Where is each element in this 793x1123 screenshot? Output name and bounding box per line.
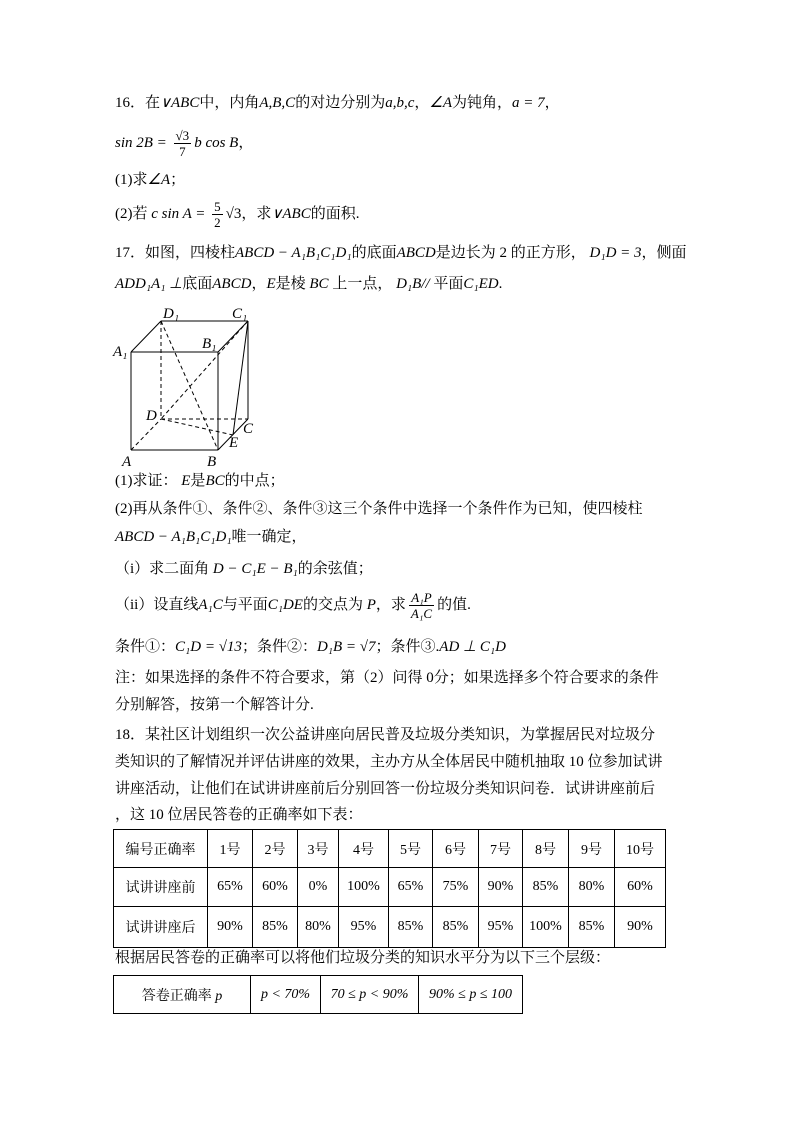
- table-cell: 80%: [298, 907, 339, 948]
- math-run: AD ⊥ C₁D: [439, 639, 506, 655]
- levels-range-cell: 90% ≤ p ≤ 100: [419, 976, 523, 1014]
- fraction-numerator: A₁P: [411, 590, 432, 606]
- table-header-cell: 4号: [339, 830, 389, 868]
- edge-b1-c1: [218, 321, 248, 352]
- table-header-cell: 2号: [253, 830, 298, 868]
- table-row-before: [114, 868, 666, 907]
- levels-variable: p: [215, 988, 223, 1004]
- fraction: [409, 590, 434, 621]
- text-run: 为钝角，: [452, 95, 513, 111]
- text-run: ；条件③.: [375, 639, 440, 655]
- table-row-label: 试讲讲座前: [114, 868, 208, 907]
- text-run: 的底面: [351, 245, 397, 261]
- text-run: （i）求二面角: [115, 561, 213, 577]
- text-run: (1)求: [115, 172, 148, 188]
- text-run: 上一点，: [328, 276, 397, 292]
- q17-sub-i: [115, 559, 373, 579]
- table-cell: 95%: [339, 907, 389, 948]
- label-d: D: [146, 408, 157, 424]
- q17-conditions: [115, 637, 506, 657]
- text-run: 的对边分别为: [295, 95, 386, 111]
- text-run: 是棱: [275, 276, 310, 292]
- math-run: E: [266, 276, 276, 292]
- accuracy-table: [113, 829, 666, 948]
- math-run: a = 7: [512, 95, 545, 111]
- text-run: 与平面: [222, 597, 268, 613]
- math-run: ∨ABC: [160, 95, 200, 111]
- text-run: ，: [251, 276, 267, 292]
- fraction-numerator: √3: [175, 128, 190, 144]
- math-run: BC: [205, 473, 225, 489]
- table-header-cell: 1号: [208, 830, 253, 868]
- math-run: C₁DE: [267, 597, 303, 613]
- table-row-label: 试讲讲座后: [114, 907, 208, 948]
- q18-line1: 18．某社区计划组织一次公益讲座向居民普及垃圾分类知识，为掌握居民对垃圾分: [115, 727, 656, 743]
- math-run: C₁D = √13: [175, 639, 242, 655]
- table-cell: 100%: [523, 907, 569, 948]
- text-run: ；: [170, 172, 186, 188]
- math-run: ABCD − A₁B₁C₁D₁: [115, 529, 232, 545]
- levels-label: 答卷正确率: [141, 988, 216, 1004]
- fraction-denominator: 2: [214, 215, 221, 231]
- table-cell: 85%: [569, 907, 615, 948]
- text-run: ，: [414, 95, 430, 111]
- text-run: 的值.: [437, 597, 471, 613]
- table-cell: 85%: [253, 907, 298, 948]
- q17-sub-ii: [115, 587, 471, 623]
- table-header-cell: 9号: [569, 830, 615, 868]
- table-cell: 0%: [298, 868, 339, 907]
- math-run: D₁B = √7: [316, 639, 376, 655]
- text-run: （ii）设直线: [115, 597, 199, 613]
- q17-part2-continued: [115, 527, 307, 547]
- math-run: A₁C: [198, 597, 223, 613]
- table-row-after: [114, 907, 666, 948]
- table-header-cell: 6号: [433, 830, 479, 868]
- q16-part2: [115, 196, 359, 232]
- label-b1: B₁: [202, 336, 217, 352]
- fraction-denominator: A₁C: [410, 606, 433, 622]
- math-run: ABCD: [212, 276, 252, 292]
- math-run: BC: [309, 276, 329, 292]
- table-header-cell: 7号: [479, 830, 523, 868]
- text-run: ，求: [375, 597, 406, 613]
- text-run: 17．如图，四棱柱: [115, 245, 236, 261]
- q16-part1: [115, 170, 185, 190]
- table-cell: 90%: [479, 868, 523, 907]
- levels-range-cell: p < 70%: [251, 976, 321, 1014]
- math-run: ADD₁A₁ ⊥: [115, 276, 183, 292]
- math-run: √3: [225, 206, 242, 222]
- table-cell: 65%: [389, 868, 433, 907]
- label-e: E: [229, 435, 239, 451]
- math-run: c sin A =: [151, 206, 210, 222]
- table-cell: 80%: [569, 868, 615, 907]
- math-run: D − C₁E − B₁: [212, 561, 298, 577]
- table-cell: 60%: [253, 868, 298, 907]
- q18-line3: 讲座活动，让他们在试讲讲座前后分别回答一份垃圾分类知识问卷．试讲讲座前后: [115, 781, 656, 797]
- table-cell: 100%: [339, 868, 389, 907]
- segment-d-e: [161, 419, 233, 435]
- text-run: 唯一确定，: [231, 529, 307, 545]
- text-run: 的余弦值；: [297, 561, 373, 577]
- text-run: ，侧面: [641, 245, 687, 261]
- q16-equation: [115, 125, 253, 161]
- text-run: 的中点；: [224, 473, 285, 489]
- math-run: ∨ABC: [271, 206, 311, 222]
- table-header-row: [114, 830, 666, 868]
- math-run: P: [366, 597, 376, 613]
- table-header-cell: 8号: [523, 830, 569, 868]
- levels-label-cell: [114, 976, 251, 1014]
- fraction-denominator: 7: [179, 144, 186, 160]
- text-run: 的交点为: [302, 597, 367, 613]
- math-run: b cos B: [194, 135, 239, 151]
- label-c: C: [243, 421, 254, 437]
- math-run: C₁ED: [463, 276, 499, 292]
- text-run: ，求: [241, 206, 272, 222]
- math-run: A,B,C: [259, 95, 296, 111]
- text-run: 16．在: [115, 95, 161, 111]
- table-header-cell: 5号: [389, 830, 433, 868]
- table-cell: 95%: [479, 907, 523, 948]
- fraction: [212, 199, 223, 230]
- text-run: 底面: [182, 276, 213, 292]
- table-cell: 85%: [523, 868, 569, 907]
- q17-part2: (2)再从条件①、条件②、条件③这三个条件中选择一个条件作为已知，使四棱柱: [115, 501, 643, 517]
- prism-figure: [105, 298, 265, 473]
- label-b: B: [207, 454, 217, 470]
- math-run: ∠A: [147, 172, 171, 188]
- label-d1: D₁: [163, 306, 180, 322]
- edge-d1-a1: [131, 321, 161, 352]
- text-run: (1)求证：: [115, 473, 182, 489]
- text-run: 的面积.: [310, 206, 360, 222]
- fraction: [174, 128, 192, 159]
- q17-line2: [115, 274, 502, 294]
- math-run: a,b,c: [385, 95, 415, 111]
- table-cell: 60%: [615, 868, 666, 907]
- q18-line4: ，这 10 位居民答卷的正确率如下表：: [115, 807, 363, 823]
- text-run: .: [498, 276, 503, 292]
- table-cell: 75%: [433, 868, 479, 907]
- table-header-cell: 编号正确率: [114, 830, 208, 868]
- q17-note-line1: 注：如果选择的条件不符合要求，第（2）问得 0分；如果选择多个符合要求的条件: [115, 670, 659, 686]
- label-c1: C₁: [232, 306, 248, 322]
- table-cell: 90%: [615, 907, 666, 948]
- math-run: D₁D = 3: [589, 245, 642, 261]
- text-run: 平面: [429, 276, 464, 292]
- math-run: ∠A: [429, 95, 453, 111]
- text-run: ；条件②：: [241, 639, 317, 655]
- table-cell: 90%: [208, 907, 253, 948]
- fraction-numerator: 5: [214, 199, 221, 215]
- text-run: 条件①：: [115, 639, 176, 655]
- q16-stem: [115, 93, 560, 113]
- text-run: 是边长为 2 的正方形，: [435, 245, 590, 261]
- math-run: ABCD − A₁B₁C₁D₁: [235, 245, 352, 261]
- math-run: D₁B//: [396, 276, 430, 292]
- levels-range-cell: 70 ≤ p < 90%: [321, 976, 419, 1014]
- text-run: (2)若: [115, 206, 152, 222]
- q17-part1: [115, 471, 285, 491]
- table-header-cell: 10号: [615, 830, 666, 868]
- text-run: 是: [190, 473, 206, 489]
- text-run: ，: [238, 135, 254, 151]
- table-cell: 65%: [208, 868, 253, 907]
- q18-levels-intro: 根据居民答卷的正确率可以将他们垃圾分类的知识水平分为以下三个层级：: [115, 950, 611, 966]
- q18-line2: 类知识的了解情况并评估讲座的效果，主办方从全体居民中随机抽取 10 位参加试讲: [115, 754, 663, 770]
- segment-c1-e: [233, 321, 248, 435]
- q17-line1: [115, 243, 687, 263]
- math-run: E: [181, 473, 191, 489]
- math-run: ABCD: [396, 245, 436, 261]
- text-run: 中，内角: [199, 95, 260, 111]
- label-a: A: [122, 454, 132, 470]
- text-run: ，: [544, 95, 560, 111]
- q17-note-line2: 分别解答，按第一个解答计分.: [115, 697, 314, 713]
- table-cell: 85%: [389, 907, 433, 948]
- levels-row: [114, 976, 523, 1014]
- levels-table: [113, 975, 523, 1014]
- table-cell: 85%: [433, 907, 479, 948]
- math-run: sin 2B =: [115, 135, 171, 151]
- label-a1: A₁: [113, 344, 128, 360]
- table-header-cell: 3号: [298, 830, 339, 868]
